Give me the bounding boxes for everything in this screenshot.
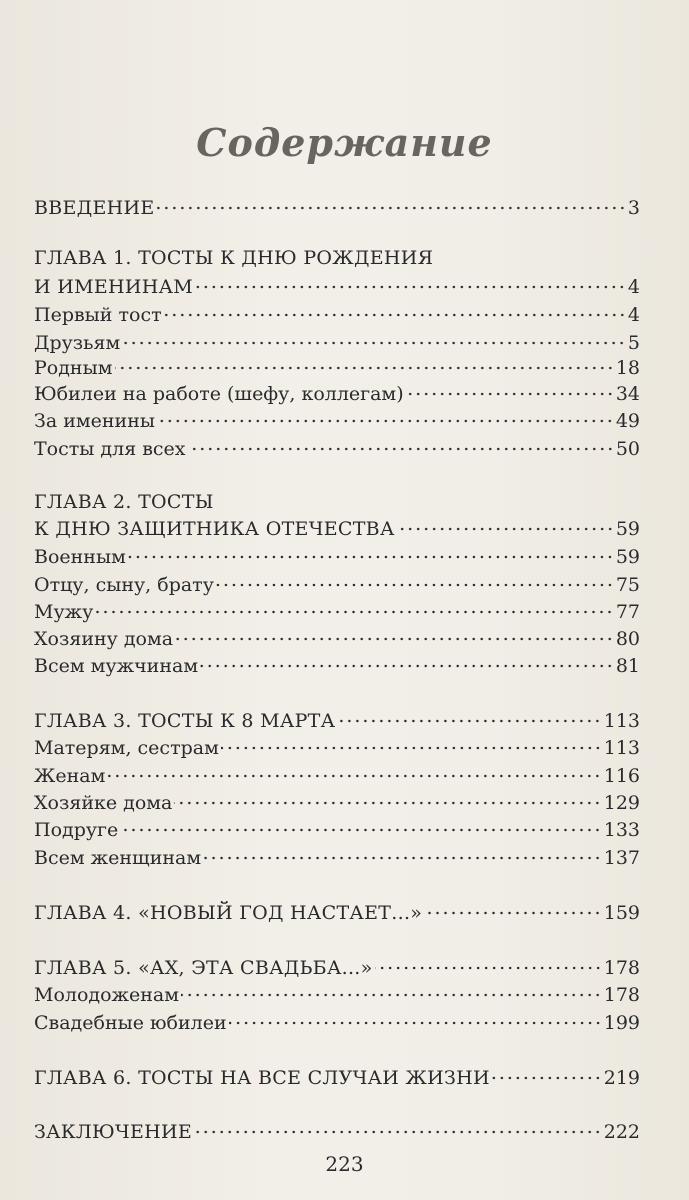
- toc-dot-leader: [203, 856, 602, 860]
- toc-entry-page: 49: [615, 410, 640, 432]
- toc-entry-page: 178: [603, 984, 640, 1006]
- toc-entry-label: ВВЕДЕНИЕ: [34, 197, 155, 219]
- toc-entry-introduction: [34, 193, 640, 223]
- toc-entry-page: 81: [615, 655, 640, 677]
- toc-entry-label: Первый тост: [34, 304, 162, 326]
- toc-entry-page: 133: [603, 819, 640, 841]
- toc-entry-page: 50: [615, 438, 640, 460]
- toc-entry-page: 59: [615, 518, 640, 540]
- toc-entry-label: Мужу: [34, 601, 94, 623]
- toc-dot-leader: [216, 583, 614, 587]
- toc-dot-leader: [175, 637, 614, 641]
- toc-entry-page: 34: [615, 383, 640, 405]
- toc-entry-label: Тосты для всех: [34, 438, 186, 460]
- toc-entry-page: 5: [627, 332, 640, 354]
- page-title: Содержание: [196, 120, 493, 165]
- toc-entry-label: К ДНЮ ЗАЩИТНИКА ОТЕЧЕСТВА: [34, 518, 395, 540]
- toc-entry: [34, 406, 640, 436]
- toc-entry-page: 178: [603, 957, 640, 979]
- toc-entry: [34, 733, 640, 763]
- toc-dot-leader: [397, 527, 614, 531]
- toc-entry-chapter-4: [34, 898, 640, 928]
- toc-entry: [34, 761, 640, 791]
- toc-entry: [34, 624, 640, 654]
- toc-entry-label: ГЛАВА 3. ТОСТЫ К 8 МАРТА: [34, 710, 336, 732]
- toc-dot-leader: [195, 285, 626, 289]
- toc-entry-chapter-5: [34, 953, 640, 983]
- page-number: 223: [325, 1152, 364, 1176]
- toc-entry-page: 75: [615, 574, 640, 596]
- toc-entry-label: Хозяйке дома: [34, 792, 173, 814]
- toc-dot-leader: [120, 828, 601, 832]
- toc-entry: [34, 651, 640, 681]
- toc-entry: [34, 379, 640, 409]
- toc-entry-label: ГЛАВА 4. «НОВЫЙ ГОД НАСТАЕТ...»: [34, 902, 423, 924]
- toc-entry-label: Свадебные юбилеи: [34, 1012, 227, 1034]
- toc-entry: [34, 815, 640, 845]
- toc-dot-leader: [492, 1076, 602, 1080]
- toc-entry-page: 4: [627, 276, 640, 298]
- toc-entry-page: 18: [615, 357, 640, 379]
- toc-entry-conclusion: [34, 1117, 640, 1147]
- toc-entry-label: Военным: [34, 546, 126, 568]
- toc-entry: [34, 1008, 640, 1038]
- toc-dot-leader: [200, 664, 614, 668]
- toc-dot-leader: [406, 392, 614, 396]
- toc-dot-leader: [188, 447, 614, 451]
- toc-entry-label: Родным: [34, 357, 113, 379]
- toc-entry-label: Всем женщинам: [34, 847, 202, 869]
- toc-entry-chapter-2: [34, 514, 640, 544]
- toc-entry-label: ГЛАВА 5. «АХ, ЭТА СВАДЬБА...»: [34, 957, 373, 979]
- toc-entry-page: 3: [627, 197, 640, 219]
- toc-dot-leader: [122, 341, 626, 345]
- toc-entry-label: За именины: [34, 410, 156, 432]
- toc-entry: [34, 980, 640, 1010]
- toc-dot-leader: [424, 911, 602, 915]
- toc-dot-leader: [229, 1021, 602, 1025]
- toc-entry-page: 159: [603, 902, 640, 924]
- toc-entry-label: ГЛАВА 6. ТОСТЫ НА ВСЕ СЛУЧАИ ЖИЗНИ: [34, 1067, 490, 1089]
- toc-entry: [34, 570, 640, 600]
- toc-dot-leader: [164, 313, 626, 317]
- toc-entry-page: 59: [615, 546, 640, 568]
- toc-dot-leader: [115, 366, 614, 370]
- toc-entry-label: Хозяину дома: [34, 628, 174, 650]
- toc-entry-chapter-3: [34, 706, 640, 736]
- toc-dot-leader: [375, 966, 602, 970]
- toc-entry-label: Подруге: [34, 819, 119, 841]
- toc-entry: [34, 843, 640, 873]
- toc-dot-leader: [157, 419, 614, 423]
- toc-entry-label: Друзьям: [34, 332, 121, 354]
- toc-entry-label: Юбилеи на работе (шефу, коллегам): [34, 383, 404, 405]
- toc-entry-label: Матерям, сестрам: [34, 737, 219, 759]
- toc-entry-page: 219: [603, 1067, 640, 1089]
- toc-entry: [34, 788, 640, 818]
- toc-entry-page: 137: [603, 847, 640, 869]
- toc-entry-label: Всем мужчинам: [34, 655, 199, 677]
- toc-entry-page: 4: [627, 304, 640, 326]
- toc-entry-page: 222: [603, 1121, 640, 1143]
- toc-entry-label: ЗАКЛЮЧЕНИЕ: [34, 1121, 193, 1143]
- toc-entry: [34, 542, 640, 572]
- toc-entry-label: Молодоженам: [34, 984, 180, 1006]
- toc-entry: [34, 300, 640, 330]
- toc-entry-page: 113: [603, 710, 640, 732]
- toc-chapter-2-heading: ГЛАВА 2. ТОСТЫ: [34, 491, 214, 513]
- toc-dot-leader: [128, 555, 614, 559]
- toc-entry-label: Отцу, сыну, брату: [34, 574, 214, 596]
- toc-entry-label: И ИМЕНИНАМ: [34, 276, 194, 298]
- toc-entry: [34, 597, 640, 627]
- toc-dot-leader: [181, 993, 602, 997]
- toc-dot-leader: [107, 774, 601, 778]
- toc-chapter-1-heading: ГЛАВА 1. ТОСТЫ К ДНЮ РОЖДЕНИЯ: [34, 247, 434, 269]
- toc-entry-page: 80: [615, 628, 640, 650]
- toc-entry-page: 116: [603, 765, 640, 787]
- toc-entry: [34, 434, 640, 464]
- toc-dot-leader: [194, 1130, 602, 1134]
- toc-dot-leader: [337, 719, 601, 723]
- toc-entry-page: 77: [615, 601, 640, 623]
- toc-entry-chapter-6: [34, 1063, 640, 1093]
- toc-dot-leader: [221, 746, 602, 750]
- toc-entry-page: 129: [603, 792, 640, 814]
- toc-entry-page: 199: [603, 1012, 640, 1034]
- toc-dot-leader: [95, 610, 614, 614]
- toc-entry-page: 113: [603, 737, 640, 759]
- toc-entry-label: Женам: [34, 765, 106, 787]
- toc-entry-chapter-1: [34, 272, 640, 302]
- toc-dot-leader: [174, 801, 601, 805]
- toc-dot-leader: [157, 206, 626, 210]
